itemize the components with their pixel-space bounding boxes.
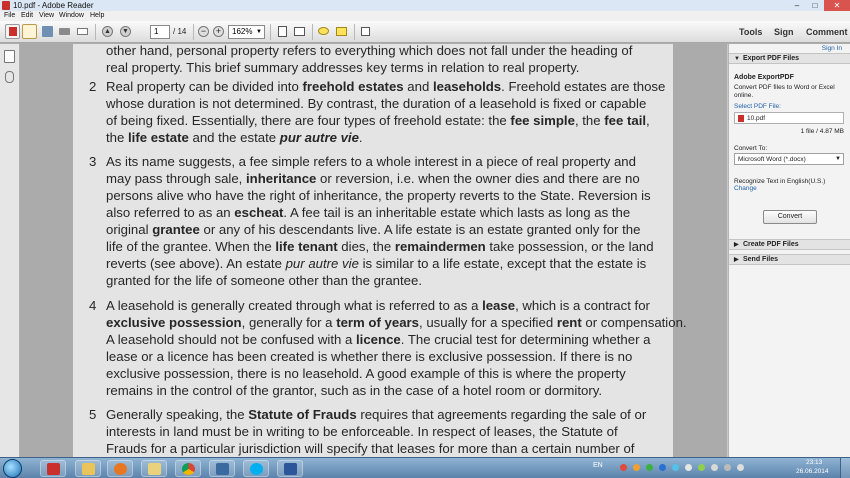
folder-icon: [82, 463, 95, 475]
maximize-button[interactable]: □: [812, 1, 818, 10]
clock-time[interactable]: 23:13: [806, 459, 823, 466]
network-icon[interactable]: [724, 464, 731, 471]
tray-icon[interactable]: [620, 464, 627, 471]
convert-button-label: Convert: [777, 213, 803, 220]
chevron-right-icon: ▶: [734, 242, 739, 248]
tools-tab[interactable]: Tools: [739, 27, 763, 37]
text-line: A leasehold is generally created through what is referred to as a lease, which is a contract for: [106, 298, 650, 313]
text-line: exclusive possession, generally for a term of years, usually for a specified rent or compensation.: [106, 315, 687, 330]
taskbar: [0, 457, 850, 478]
toolbar-separator: [193, 24, 194, 40]
paragraph-number: 4: [89, 298, 97, 313]
sign-in-link[interactable]: Sign In: [821, 45, 842, 52]
attachment-paperclip-icon[interactable]: [5, 71, 14, 83]
intro-paragraph-end: [106, 44, 632, 76]
show-desktop-button[interactable]: [840, 458, 850, 478]
text-line: persons alive who have the right of inheritance, the property reverts to the State. Reversion is: [106, 188, 651, 203]
fit-page-icon[interactable]: [275, 24, 290, 39]
paragraph-text: [106, 153, 654, 289]
text-line: the life estate and the estate pur autre vie.: [106, 130, 363, 145]
fit-width-icon[interactable]: [292, 24, 307, 39]
sign-tab[interactable]: Sign: [774, 27, 794, 37]
text-line: reverts (see above). An estate pur autre vie is similar to a life estate, except that the estate is: [106, 256, 647, 271]
toolbar-separator: [95, 24, 96, 40]
export-pdf-section-header[interactable]: [729, 53, 850, 64]
toolbar-separator: [312, 24, 313, 40]
selected-file-box[interactable]: [734, 112, 844, 124]
page-total-label: / 14: [173, 27, 187, 36]
pdf-file-icon: [738, 115, 744, 122]
zoom-out-icon[interactable]: −: [196, 24, 211, 39]
convert-to-label: Convert To:: [734, 145, 768, 152]
export-description-line2: online.: [734, 92, 754, 99]
save-icon[interactable]: [40, 24, 55, 39]
media-player-icon: [114, 463, 127, 475]
clock-date[interactable]: 26.06.2014: [796, 468, 829, 475]
taskbar-chrome[interactable]: [175, 460, 201, 477]
text-line: As its name suggests, a fee simple refers to a whole interest in a piece of real property and: [106, 154, 636, 169]
chrome-icon: [182, 463, 195, 475]
tray-icon[interactable]: [685, 464, 692, 471]
print-icon[interactable]: [57, 24, 72, 39]
paragraph-number: 2: [89, 79, 97, 94]
toolbar: [0, 21, 850, 43]
tray-icon[interactable]: [698, 464, 705, 471]
chevron-down-icon: ▼: [256, 29, 262, 35]
close-window-button[interactable]: ✕: [824, 0, 850, 11]
text-line: granted for the life of someone other than the grantee.: [106, 273, 422, 288]
text-line: lease or a licence has been created is whether there is exclusive possession. If there is no: [106, 349, 633, 364]
taskbar-file-manager[interactable]: [141, 460, 167, 477]
paragraph-text: [106, 297, 687, 399]
tray-icon[interactable]: [672, 464, 679, 471]
text-line: A leasehold should not be confused with a licence. The crucial test for determining whether a: [106, 332, 651, 347]
highlight-icon[interactable]: [334, 24, 349, 39]
create-header-label: Create PDF Files: [743, 241, 799, 248]
text-line: of being fixed. Essentially, there are four types of freehold estate: the fee simple, the fee tail,: [106, 113, 650, 128]
taskbar-explorer[interactable]: [75, 460, 101, 477]
text-line: real property. This brief summary addresses key terms in relation to real property.: [106, 60, 580, 75]
minimize-button[interactable]: –: [794, 1, 800, 10]
skype-icon: [250, 463, 263, 475]
menu-help[interactable]: Help: [90, 12, 105, 19]
file-info: 1 file / 4.87 MB: [800, 128, 844, 135]
word-icon: [284, 463, 297, 475]
text-line: remains in the control of the grantor, such as in the case of a hotel room or dormitory.: [106, 383, 602, 398]
send-header-label: Send Files: [743, 256, 779, 263]
create-pdf-section-header[interactable]: [729, 239, 850, 250]
tray-icon[interactable]: [659, 464, 666, 471]
export-description-line1: Convert PDF files to Word or Excel: [734, 84, 835, 91]
email-icon[interactable]: [75, 24, 90, 39]
open-icon[interactable]: [22, 24, 37, 39]
prev-page-icon[interactable]: ▲: [100, 24, 115, 39]
paragraph-number: 5: [89, 407, 97, 422]
toolbar-separator: [354, 24, 355, 40]
menu-file[interactable]: File: [4, 12, 16, 19]
tools-panel: [728, 44, 850, 457]
menu-edit[interactable]: Edit: [21, 12, 34, 19]
text-line: may pass through sale, inheritance or reversion, i.e. when the owner dies and there are no: [106, 171, 640, 186]
page-number-input[interactable]: 1: [150, 25, 170, 39]
create-pdf-icon[interactable]: [5, 24, 20, 39]
text-line: other hand, personal property refers to everything which does not fall under the heading of: [106, 44, 633, 58]
adobe-reader-app-icon: [2, 1, 10, 10]
paragraph-number: 3: [89, 154, 97, 169]
convert-button[interactable]: [763, 210, 817, 224]
text-line: Frauds for a particular jurisdiction will specify that leases for more than a certain number of: [106, 441, 635, 456]
folder-icon: [148, 463, 161, 475]
chevron-down-icon: ▼: [734, 56, 740, 62]
paragraph-text: [106, 406, 646, 457]
text-line: Real property can be divided into freehold estates and leaseholds. Freehold estates are those: [106, 79, 666, 94]
recognize-text-label: Recognize Text in English(U.S.): [734, 178, 826, 185]
pdf-page: [73, 44, 687, 457]
zoom-in-icon[interactable]: +: [211, 24, 226, 39]
chevron-right-icon: ▶: [734, 257, 739, 263]
taskbar-app[interactable]: [209, 460, 235, 477]
app-window-icon: [216, 463, 229, 475]
volume-icon[interactable]: [737, 464, 744, 471]
text-line: Generally speaking, the Statute of Frauds requires that agreements regarding the sale of or: [106, 407, 647, 422]
navigation-pane: [0, 44, 20, 457]
taskbar-word[interactable]: [277, 460, 303, 477]
tray-icon[interactable]: [711, 464, 718, 471]
convert-format-value: Microsoft Word (*.docx): [738, 156, 806, 163]
language-indicator[interactable]: EN: [593, 462, 603, 469]
select-file-label: Select PDF File:: [734, 103, 781, 110]
pages-thumbnail-icon[interactable]: [4, 50, 15, 63]
file-name: 10.pdf: [747, 115, 766, 122]
menu-bar: [0, 11, 850, 21]
text-line: also referred to as an escheat. A fee tail is an inheritable estate which lasts as long as the: [106, 205, 631, 220]
tray-icon[interactable]: [646, 464, 653, 471]
text-line: whose duration is not determined. By contrast, the duration of a leasehold is fixed or capable: [106, 96, 647, 111]
convert-format-select[interactable]: [734, 153, 844, 165]
export-header-label: Export PDF Files: [743, 55, 800, 62]
menu-window[interactable]: Window: [59, 12, 84, 19]
chevron-down-icon: ▼: [835, 156, 841, 162]
next-page-icon[interactable]: ▼: [118, 24, 133, 39]
adobe-reader-icon: [47, 463, 60, 475]
document-view[interactable]: [21, 44, 727, 457]
window-title: 10.pdf - Adobe Reader: [13, 1, 94, 10]
export-title: Adobe ExportPDF: [734, 74, 794, 81]
text-line: interests in land must be in writing to be enforceable. In respect of leases, the Statute of: [106, 424, 618, 439]
tray-icon[interactable]: [633, 464, 640, 471]
comment-tab[interactable]: Comment: [806, 27, 848, 37]
text-line: original grantee or any of his descendants live. A life estate is an estate granted only for the: [106, 222, 641, 237]
paragraph-text: [106, 78, 665, 146]
taskbar-media-player[interactable]: [107, 460, 133, 477]
taskbar-skype[interactable]: [243, 460, 269, 477]
menu-view[interactable]: View: [39, 12, 55, 19]
toolbar-separator: [270, 24, 271, 40]
zoom-level-value: 162%: [232, 27, 253, 36]
change-language-link[interactable]: Change: [734, 185, 757, 192]
comment-bubble-icon[interactable]: [316, 24, 331, 39]
taskbar-adobe-reader[interactable]: [40, 460, 66, 477]
start-button[interactable]: [3, 459, 22, 478]
expand-icon[interactable]: [358, 24, 373, 39]
zoom-level-select[interactable]: [228, 25, 265, 39]
send-files-section-header[interactable]: [729, 254, 850, 265]
text-line: exclusive possession, there is no leasehold. A good example of this is where the property: [106, 366, 626, 381]
text-line: life of the grantee. When the life tenant dies, the remaindermen take possession, or the land: [106, 239, 654, 254]
title-bar: [0, 0, 850, 11]
